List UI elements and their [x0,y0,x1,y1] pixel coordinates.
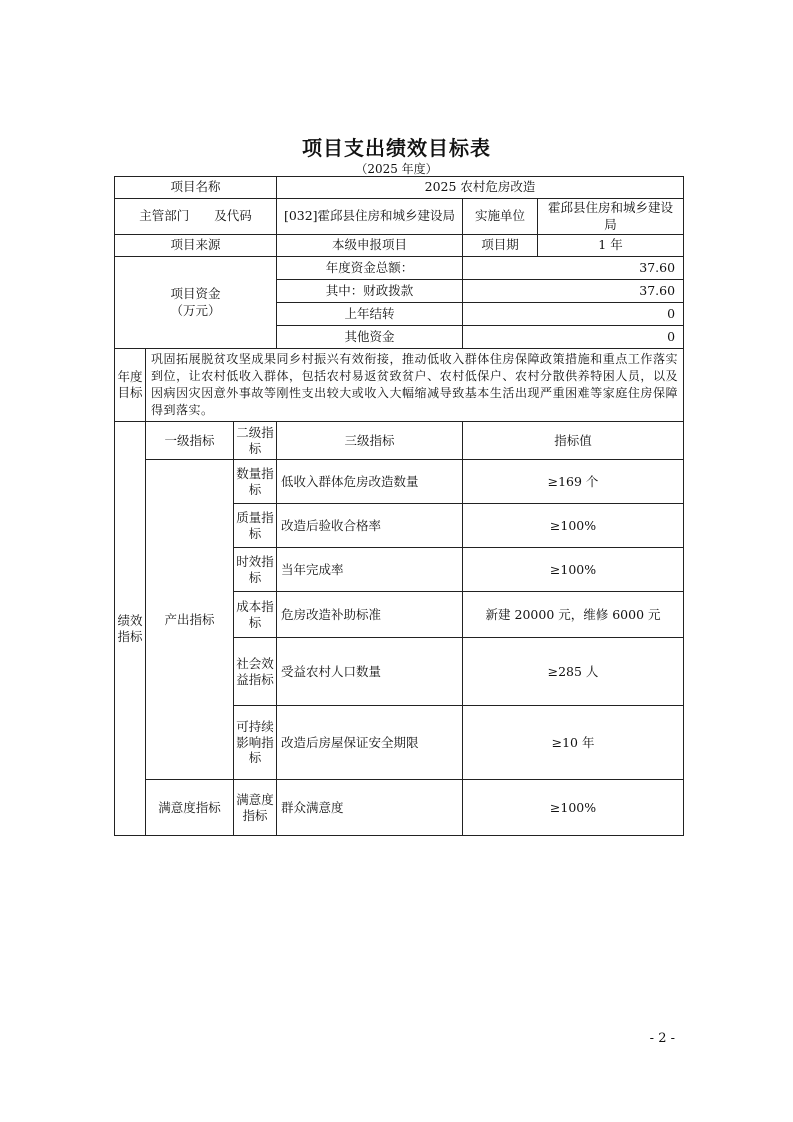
project-name-value: 2025 农村危房改造 [277,177,684,199]
satisfaction-indicators-label: 满意度指标 [146,780,234,836]
carryover-funds-value: 0 [463,303,684,326]
fiscal-funds-label: 其中：财政拨款 [277,280,463,303]
value-cell: ≥285 人 [463,638,684,706]
department-value: [032]霍邱县住房和城乡建设局 [277,199,463,235]
project-period-value: 1 年 [538,235,684,257]
value-cell: ≥10 年 [463,706,684,780]
indicator-row [115,460,684,504]
value-cell: ≥100% [463,780,684,836]
page-title: 项目支出绩效目标表 [302,136,491,160]
annual-goal-label: 年度目标 [115,349,146,422]
value-header: 指标值 [463,422,684,460]
project-name-label: 项目名称 [115,177,277,199]
level2-cell: 成本指标 [234,592,277,638]
other-funds-label: 其他资金 [277,326,463,349]
page-subtitle: （2025 年度） [355,162,438,176]
project-funds-label [115,257,277,349]
level2-cell: 时效指标 [234,548,277,592]
value-cell: ≥100% [463,504,684,548]
level3-cell: 群众满意度 [277,780,463,836]
level2-cell: 社会效益指标 [234,638,277,706]
level2-cell: 可持续影响指标 [234,706,277,780]
output-indicators-label: 产出指标 [146,460,234,780]
performance-target-table [114,176,684,836]
project-period-label: 项目期 [463,235,538,257]
level2-cell: 数量指标 [234,460,277,504]
level2-cell: 满意度指标 [234,780,277,836]
level3-cell: 当年完成率 [277,548,463,592]
level1-header: 一级指标 [146,422,234,460]
indicator-row [115,780,684,836]
level3-cell: 危房改造补助标准 [277,592,463,638]
row-funds-total [115,257,684,280]
implementing-unit-label: 实施单位 [463,199,538,235]
level3-header: 三级指标 [277,422,463,460]
performance-indicators-label: 绩效指标 [115,422,146,836]
row-department [115,199,684,235]
project-source-label: 项目来源 [115,235,277,257]
value-cell: 新建 20000 元，维修 6000 元 [463,592,684,638]
row-indicator-headers [115,422,684,460]
row-project-name [115,177,684,199]
department-label: 主管部门 及代码 [115,199,277,235]
annual-goal-text: 巩固拓展脱贫攻坚成果同乡村振兴有效衔接，推动低收入群体住房保障政策措施和重点工作落实到位，让农村低收入群体，包括农村易返贫致贫户、农村低保户、农村分散供养特困人员，以及因病因灾因意外事故等刚性支出较大或收入大幅缩减导致基本生活出现严重困难等家庭住房保障得到落实。 [146,349,684,422]
carryover-funds-label: 上年结转 [277,303,463,326]
fiscal-funds-value: 37.60 [463,280,684,303]
value-cell: ≥169 个 [463,460,684,504]
implementing-unit-value: 霍邱县住房和城乡建设局 [538,199,684,235]
row-source [115,235,684,257]
level2-header: 二级指标 [234,422,277,460]
level3-cell: 低收入群体危房改造数量 [277,460,463,504]
funds-unit-text: （万元） [170,302,221,318]
value-cell: ≥100% [463,548,684,592]
level3-cell: 受益农村人口数量 [277,638,463,706]
level3-cell: 改造后房屋保证安全期限 [277,706,463,780]
level3-cell: 改造后验收合格率 [277,504,463,548]
total-funds-label: 年度资金总额： [277,257,463,280]
row-annual-goal [115,349,684,422]
page-number: - 2 - [649,1031,675,1046]
total-funds-value: 37.60 [463,257,684,280]
level2-cell: 质量指标 [234,504,277,548]
funds-label-text: 项目资金 [170,286,221,302]
project-source-value: 本级申报项目 [277,235,463,257]
other-funds-value: 0 [463,326,684,349]
